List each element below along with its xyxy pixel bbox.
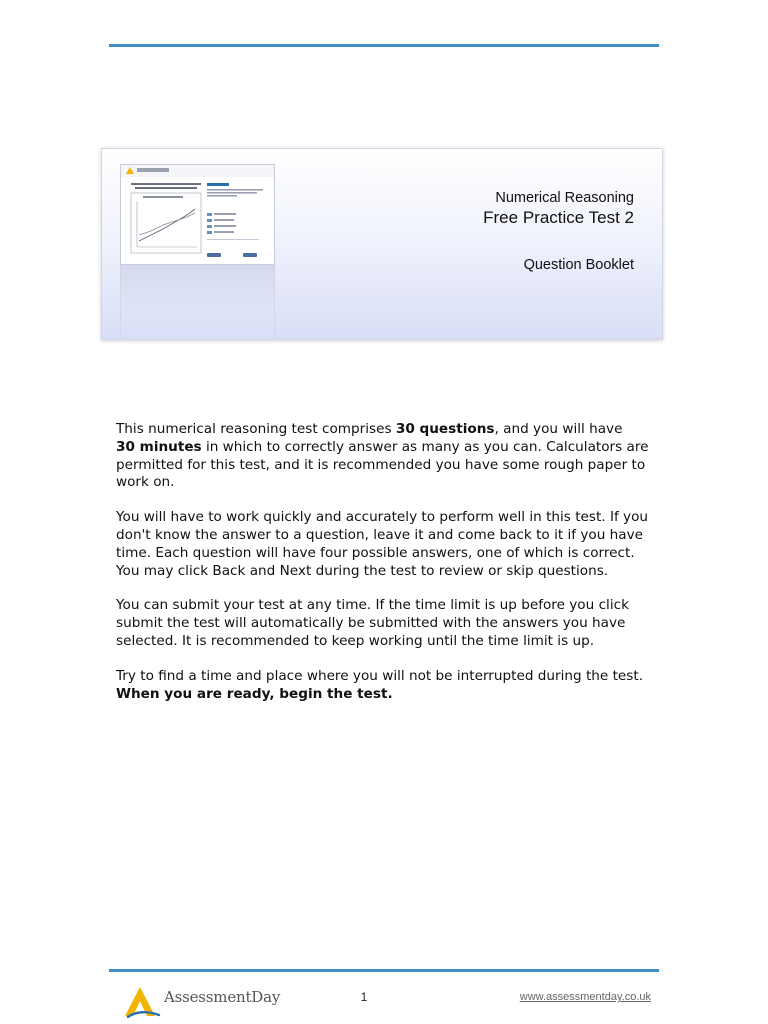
page-number: 1 (360, 990, 368, 1004)
paragraph-4 (116, 668, 656, 704)
paragraph-3: You can submit your test at any time. If the time limit is up before you click submit the test will automatically be submitted with the answers you have selected. It is recommended to keep working until the time limit is up. (116, 597, 629, 649)
thumbnail-reflection (120, 265, 275, 340)
paragraph-2: You will have to work quickly and accurately to perform well in this test. If you don't know the answer to a question, leave it and come back to it if you have time. Each question will have four possible answers, one of which is correct. You may click Back and Next during the test to review or skip questions. (116, 509, 649, 579)
p1-text-e: in which to correctly answer as many as you can. Calculators are permitted for this test, and it is recommended you have some rough paper to work on. (116, 438, 649, 491)
test-screenshot-thumbnail (120, 164, 275, 340)
assessmentday-logo-icon (122, 984, 162, 1018)
time-limit: 30 minutes (116, 438, 202, 455)
cover-banner (101, 148, 663, 340)
begin-instruction: When you are ready, begin the test. (116, 685, 393, 702)
paragraph-1 (116, 421, 656, 492)
header-rule (109, 44, 659, 47)
p1-text-a: This numerical reasoning test comprises (116, 421, 396, 437)
p4-text: Try to find a time and place where you will not be interrupted during the test. (116, 667, 644, 684)
subject-label: Numerical Reasoning (495, 190, 634, 206)
document-title: Free Practice Test 2 (483, 208, 634, 227)
footer-logo (122, 984, 282, 1018)
logo-wordmark: AssessmentDay (164, 988, 281, 1006)
instructions (116, 421, 656, 720)
footer-rule (109, 969, 659, 972)
website-link[interactable]: www.assessmentday.co.uk (519, 991, 651, 1003)
document-subtitle: Question Booklet (523, 257, 634, 273)
screenshot-thumbnail-icon (121, 165, 274, 264)
p1-text-c: , and you will have (494, 421, 623, 437)
question-count: 30 questions (395, 421, 495, 437)
banner-heading (483, 189, 634, 274)
